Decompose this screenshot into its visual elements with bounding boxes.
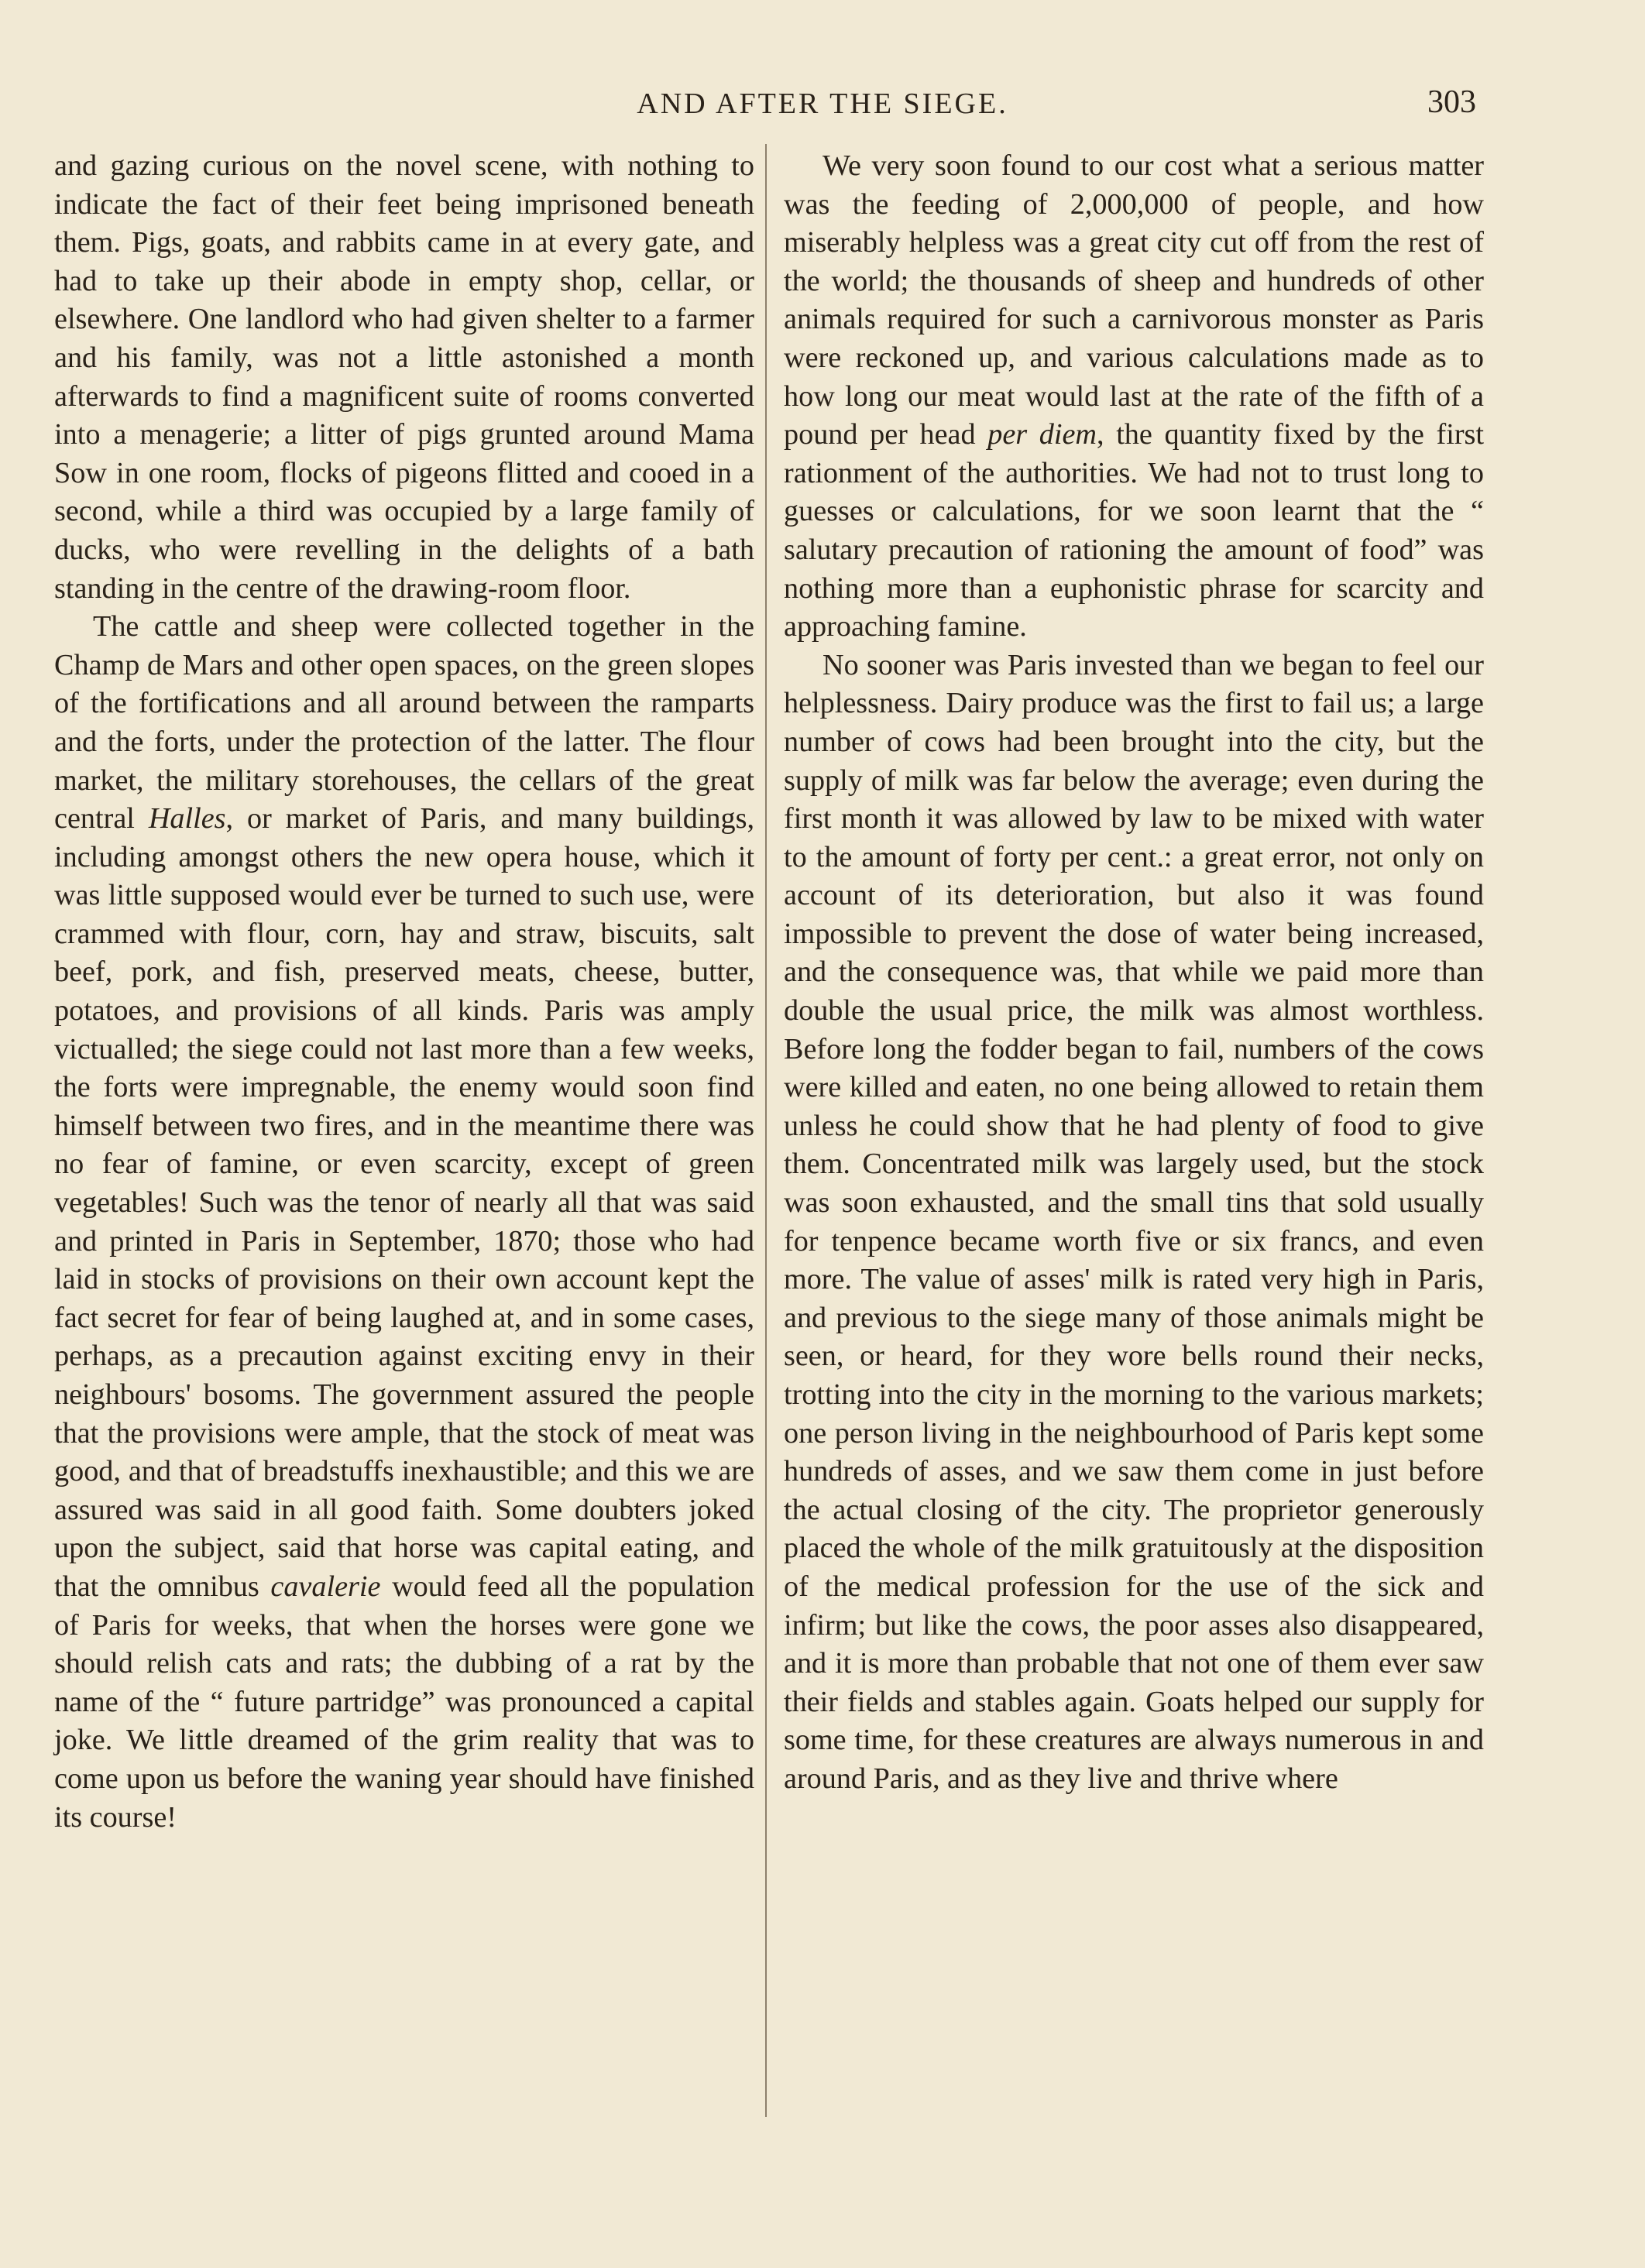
left-paragraph-1 [54, 147, 754, 608]
column-divider [765, 144, 767, 2117]
right-paragraph-1 [784, 147, 1484, 647]
per-diem-italic: per diem [987, 418, 1097, 451]
right-column [784, 147, 1484, 1799]
running-header [0, 84, 1645, 130]
cavalerie-italic: cavalerie [270, 1570, 381, 1603]
left-paragraph-2-text-a: The cattle and sheep were collected together in the Champ de Mars and other open spaces, on the green slopes of the fortifications and all around between the ramparts and the forts, under the protection of the latter. The flour market, the military storehouses, the cellars of the great central [54, 610, 754, 835]
right-paragraph-2 [784, 647, 1484, 1799]
left-paragraph-2-text-b: , or market of Paris, and many buildings, including amongst others the new opera house, which it was little supposed would ever be turned to such use, were crammed with flour, corn, hay and straw, biscuits, salt beef, pork, and fish, preserved meats, cheese, butter, potatoes, and provisions of all kinds. Paris was amply victualled; the siege could not last more than a few weeks, the forts were impregnable, the enemy would soon find himself between two fires, and in the meantime there was no fear of famine, or even scarcity, except of green vegetables! Such was the tenor of nearly all that was said and printed in Paris in September, 1870; those who had laid in stocks of provisions on their own account kept the fact secret for fear of being laughed at, and in some cases, perhaps, as a precaution against exciting envy in their neighbours' bosoms. The government assured the people that the provisions were ample, that the stock of meat was good, and that of breadstuffs inexhaustible; and this we are assured was said in all good faith. Some doubters joked upon the subject, said that horse was capital eating, and that the omnibus [54, 802, 755, 1603]
right-paragraph-1-text-a: We very soon found to our cost what a serious matter was the feeding of 2,000,000 of people, and how miserably helpless was a great city cut off from the rest of the world; the thousands of sheep and hundreds of other animals required for such a carnivorous monster as Paris were reckoned up, and various calculations made as to how long our meat would last at the rate of the fifth of a pound per head [784, 149, 1484, 451]
right-paragraph-1-text-b: , the quantity fixed by the first rationment of the authorities. We had not to trust long to guesses or calculations, for we soon learnt that the “ salutary precaution of rationing the amount of food” was nothing more than a euphonistic phrase for scarcity and approaching famine. [784, 418, 1485, 643]
left-paragraph-2 [54, 608, 754, 1837]
halles-italic: Halles [148, 802, 226, 835]
left-paragraph-2-text-c: would feed all the population of Paris for weeks, that when the horses were gone we should relish cats and rats; the dubbing of a rat by the name of the “ future partridge” was pronounced a capital joke. We little dreamed of the grim reality that was to come upon us before the waning year should have finished its course! [54, 1570, 755, 1834]
right-paragraph-2-text: No sooner was Paris invested than we began to feel our helplessness. Dairy produce was the first to fail us; a large number of cows had been brought into the city, but the supply of milk was far below the average; even during the first month it was allowed by law to be mixed with water to the amount of forty per cent.: a great error, not only on account of its deterioration, but also it was found impossible to prevent the dose of water being increased, and the consequence was, that while we paid more than double the usual price, the milk was almost worthless. Before long the fodder began to fail, numbers of the cows were killed and eaten, no one being allowed to retain them unless he could show that he had plenty of food to give them. Concentrated milk was largely used, but the stock was soon exhausted, and the small tins that sold usually for tenpence became worth five or six francs, and even more. The value of asses' milk is rated very high in Paris, and previous to the siege many of those animals might be seen, or heard, for they wore bells round their necks, trotting into the city in the morning to the various markets; one person living in the neighbourhood of Paris kept some hundreds of asses, and we saw them come in just before the actual closing of the city. The proprietor generously placed the whole of the milk gratuitously at the disposition of the medical profession for the use of the sick and infirm; but like the cows, the poor asses also disappeared, and it is more than probable that not one of them ever saw their fields and stables again. Goats helped our supply for some time, for these creatures are always numerous in and around Paris, and as they live and thrive where [784, 648, 1484, 1795]
left-column [54, 147, 754, 1837]
left-paragraph-1-text: and gazing curious on the novel scene, with nothing to indicate the fact of their feet being imprisoned beneath them. Pigs, goats, and rabbits came in at every gate, and had to take up their abode in empty shop, cellar, or elsewhere. One landlord who had given shelter to a farmer and his family, was not a little astonished a month afterwards to find a magnificent suite of rooms converted into a menagerie; a litter of pigs grunted around Mama Sow in one room, flocks of pigeons flitted and cooed in a second, while a third was occupied by a large family of ducks, who were revelling in the delights of a bath standing in the centre of the drawing-room floor. [54, 149, 754, 605]
page-number: 303 [1427, 84, 1476, 120]
running-title: AND AFTER THE SIEGE. [637, 87, 1008, 120]
